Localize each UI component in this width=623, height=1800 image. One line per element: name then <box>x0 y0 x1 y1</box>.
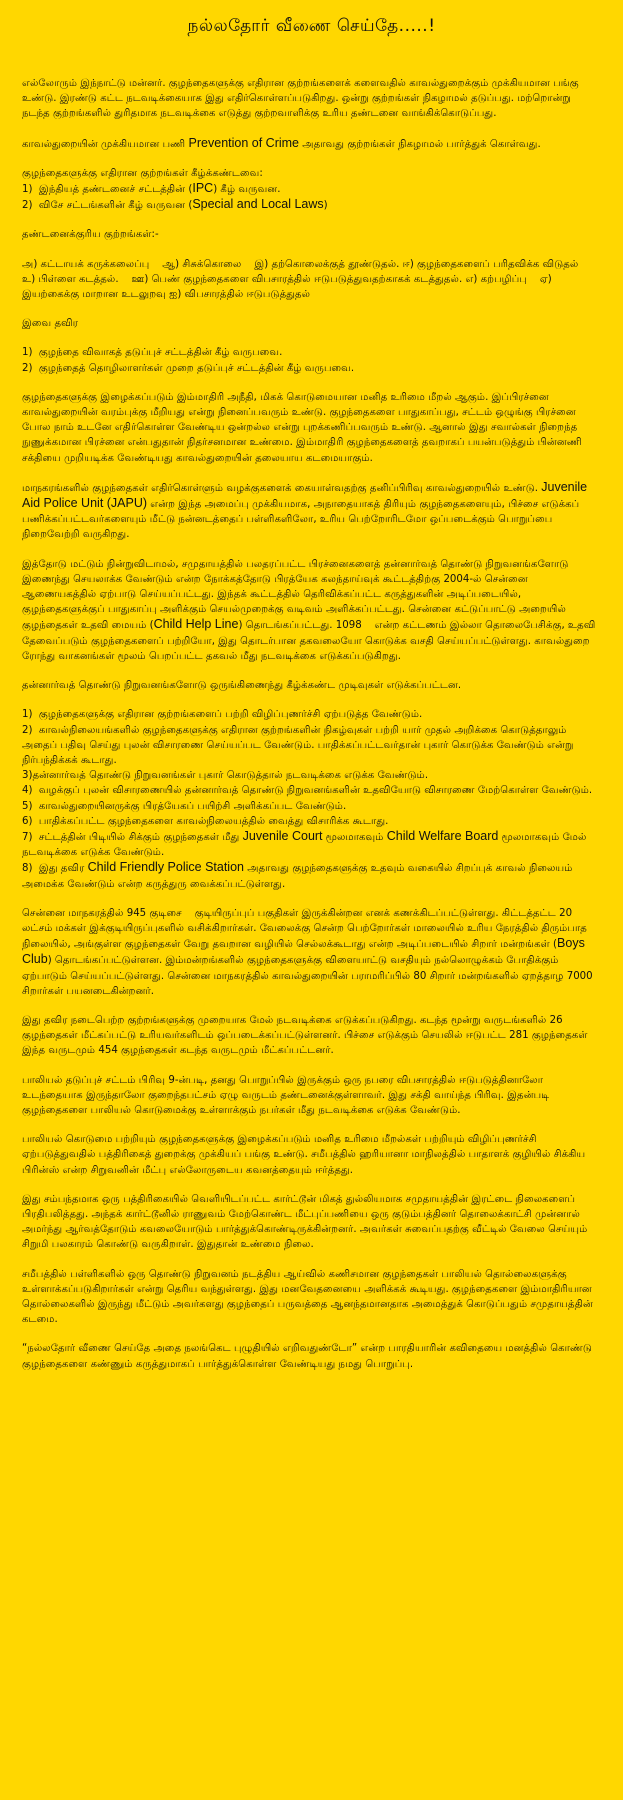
english-term: Child Friendly Police Station <box>87 860 244 875</box>
paragraph: சமீபத்தில் பள்ளிகளில் ஒரு தொண்டு நிறுவனம் நடத்திய ஆய்வில் கணிசமான குழந்தைகள் பாலியல் தொல்லைகளுக்கு உள்ளாக்கப்படுகிறார்கள் என்று தெரிய வந்துள்ளது. இது மனவேதனையை அளிக்கக் கூடியது. குழந்தைகளை இம்மாதிரியான தொல்லைகளில் இருந்து மீட்டும் அவர்களது குழந்தைப் பருவத்தை ஆனந்தமானதாக அமைத்துக் கொடுப்பதும் சமுதாயத்தின் கடமை. <box>22 1268 597 1326</box>
paragraph: இவை தவிர <box>22 318 79 330</box>
paragraph: தண்டனைக்குரிய குற்றங்கள்:- <box>22 229 159 241</box>
paragraph: “நல்லதோர் வீணை செய்தே அதை நலங்கெட புழுதியில் எறிவதுண்டோ” என்ற பாரதியாரின் கவிதையை மனத்தில் கொண்டு குழந்தைகளை கண்ணும் கருத்துமாகப் பார்த்துக்கொள்ள வேண்டியது நமது பொறுப்பு. <box>22 1343 596 1370</box>
article-body <box>22 76 601 1372</box>
english-term: Child Welfare Board <box>386 828 499 843</box>
page-title: நல்லதோர் வீணை செய்தே.....! <box>187 16 436 36</box>
paragraph: காவல்துறையின் முக்கியமான பணி Prevention of Crime அதாவது குற்றங்கள் நிகழாமல் பார்த்துக் கொள்வது. <box>22 135 541 150</box>
english-term: Boys Club <box>22 936 589 967</box>
paragraph: குழந்தைகளுக்கு இழைக்கப்படும் இம்மாதிரி அநீதி, மிகக் கொடுமையான மனித உரிமை மீறல் ஆகும். இப்பிரச்னை காவல்துறையின் வரம்புக்கு மீறியது என்று நினைப்பவரும் உண்டு. குழந்தைகளை பாதுகாப்பது, சட்டம் ஒழுங்கு பிரச்னை போல நாம் உடனே எதிர்கொள்ள வேண்டிய ஒன்றல்ல என்று புறக்கணிப்பவரும் உண்டு. ஆனால் இது சவால்கள் நிறைந்த நுணுக்கமான பிரச்னை என்பதுதான் நிதர்சனமான உண்மை. இம்மாதிரி குழந்தைகளைத் தவறாகப் பயன்படுத்தும் பின்னணி சக்தியை முறியடிக்க வேண்டியது காவல்துறையின் தலையாய கடமையாகும். <box>22 391 586 464</box>
english-term: Prevention of Crime <box>188 135 300 150</box>
paragraph: இது சம்பந்தமாக ஒரு பத்திரிகையில் வெளியிடப்பட்ட கார்ட்டூன் மிகத் துல்லியமாக சமுதாயத்தின் இரட்டை நிலைகளைப் பிரதிபலித்தது. அந்தக் கார்ட்டூனில் ராணுவம் மேற்கொண்ட மீட்புப்பணியை ஒரு குடும்பத்தினர் தொலைக்காட்சி முன்னால் அமர்ந்து ஆர்வத்தோடும் கவலையோடும் பார்த்துக்கொண்டிருக்கின்றனர். அவர்கள் சுவைப்பதற்கு வீட்டில் வேலை செய்யும் சிறுமி பலகாரம் கொண்டு வருகிறாள். இதுதான் உண்மை நிலை. <box>22 1193 591 1251</box>
paragraph: சென்னை மாநகரத்தில் 945 குடிசை குடியிருப்புப் பகுதிகள் இருக்கின்றன எனக் கணக்கிடப்பட்டுள்ளது. கிட்டத்தட்ட 20 லட்சம் மக்கள் இக்குடியிருப்புகளில் வசிக்கிறார்கள். வேலைக்கு சென்ற பெற்றோர்கள் மாலையில் உரிய நேரத்தில் திரும்பாத நிலையில், அங்குள்ள குழந்தைகள் வேறு தவறான வழியில் செல்லக்கூடாது என்ற அடிப்படையில் சிறார் மன்றங்கள் (Boys Club) தொடங்கப்பட்டுள்ளன. இம்மன்றங்களில் குழந்தைகளுக்கு விளையாட்டு வசதியும் நல்லொழுக்கம் போதிக்கும் ஏற்பாடும் செய்யப்பட்டுள்ளது. சென்னை மாநகரத்தில் காவல்துறையின் பராமரிப்பில் 80 சிறார் மன்றங்களில் ஏறத்தாழ 7000 சிறார்கள் பயனடைகின்றனர். <box>22 907 596 997</box>
paragraph: பாலியல் கொடுமை பற்றியும் குழந்தைகளுக்கு இழைக்கப்படும் மனித உரிமை மீறல்கள் பற்றியும் விழிப்புணர்ச்சி ஏற்படுத்துவதில் பத்திரிகைத் துறைக்கு முக்கியப் பங்கு உண்டு. சமீபத்தில் ஹரியானா மாநிலத்தில் பாதாளக் குழியில் சிக்கிய பிரின்ஸ் என்ற சிறுவனின் மீட்பு எல்லோருடைய கவனத்தையும் ஈர்த்தது. <box>22 1134 589 1176</box>
english-term: Child Help Line <box>153 617 239 632</box>
paragraph: மாநகரங்களில் குழந்தைகள் எதிர்கொள்ளும் வழக்குகளைக் கையாள்வதற்கு தனிப்பிரிவு காவல்துறையில் உண்டு. Juvenile Aid Police Unit (JAPU) என்ற இந்த அமைப்பு முக்கியமாக, அநாதையாகத் திரியும் குழந்தைகளையும், பிச்சை எடுக்கப் பணிக்கப்பட்டவர்களையும் மீட்டு நன்னடத்தைப் பள்ளிகளிலோ, உரிய பெற்றோரிடமோ ஒப்படைக்கும் பொறுப்பை நிறைவேற்றி வருகிறது. <box>22 479 590 541</box>
paragraph: குழந்தைகளுக்கு எதிரான குற்றங்கள் கீழ்க்கண்டவை: 1) இந்தியத் தண்டனைச் சட்டத்தின் (IPC) கீழ் வருவன. 2) விசே சட்டங்களின் கீழ் வருவன (Special and Local Laws) <box>22 167 328 212</box>
english-term: IPC <box>192 181 214 196</box>
paragraph: 1) குழந்தை விவாகத் தடுப்புச் சட்டத்தின் கீழ் வருபவை. 2) குழந்தைத் தொழிலாளர்கள் முறை தடுப்புச் சட்டத்தின் கீழ் வருபவை. <box>22 347 355 374</box>
paragraph: பாலியல் தடுப்புச் சட்டம் பிரிவு 9-ன்படி, தனது பொறுப்பில் இருக்கும் ஒரு நபரை விபசாரத்தில் ஈடுபடுத்தினாலோ உடந்தையாக இருந்தாலோ குறைந்தபட்சம் ஏழு வருடம் தண்டனைக்குள்ளாவர். இது சக்தி வாய்ந்த பிரிவு. இதன்படி குழந்தைகளை பாலியல் கொடுமைக்கு உள்ளாக்கும் நபர்கள் மீது நடவடிக்கை எடுக்க வேண்டும். <box>22 1074 553 1116</box>
paragraph: அ) கட்டாயக் கருக்கலைப்பு ஆ) சிசுக்கொலை இ) தற்கொலைக்குத் தூண்டுதல். ஈ) குழந்தைகளைப் பரிதவிக்க விடுதல் உ) பிள்ளை கடத்தல். ஊ) பெண் குழந்தைகளை விபசாரத்தில் ஈடுபடுத்துவதற்காகக் கடத்துதல். எ) கற்பழிப்பு ஏ) இயற்கைக்கு மாறான உடலுறவு ஐ) விபசாரத்தில் ஈடுபடுத்துதல் <box>22 258 592 301</box>
paragraph: எல்லோரும் இந்நாட்டு மன்னர். குழந்தைகளுக்கு எதிரான குற்றங்களைக் களைவதில் காவல்துறைக்கும் முக்கியமான பங்கு உண்டு. இரண்டு கட்ட நடவடிக்கையாக இது எதிர்கொள்ளப்படுகிறது. ஒன்று குற்றங்கள் நிகழாமல் தடுப்பது. மற்றொன்று நடந்த குற்றங்களில் துரிதமாக நடவடிக்கை எடுத்து குற்றவாளிக்கு உரிய தண்டனை வாங்கிக்கொடுப்பது. <box>22 78 582 120</box>
paragraph: இத்தோடு மட்டும் நின்றுவிடாமல், சமுதாயத்தில் பலதரப்பட்ட பிரச்னைகளைத் தன்னார்வத் தொண்டு நிறுவனங்களோடு இணைந்து செயலாக்க வேண்டும் என்ற நோக்கத்தோடு பிரத்யேக கலந்தாய்வுக் கூட்டத்திற்கு 2004-ல் சென்னை ஆணையகத்தில் ஏற்பாடு செய்யப்பட்டது. இந்தக் கூட்டத்தில் தெரிவிக்கப்பட்ட கருத்துகளின் அடிப்படையில், குழந்தைகளுக்குப் பாதுகாப்பு அளிக்கும் செயல்முறைக்கு வடிவம் அளிக்கப்பட்டது. சென்னை கட்டுப்பாட்டு அறையில் குழந்தைகள் உதவி மையம் (Child Help Line) தொடங்கப்பட்டது. 1098 என்ற கட்டணம் இல்லா தொலைபேசிக்கு, உதவி தேவைப்படும் குழந்தைகளைப் பற்றியோ, இது தொடர்பான தகவலையோ கொடுக்க வசதி செய்யப்பட்டுள்ளது. காவல்துறை ரோந்து வாகனங்கள் மூலம் பெறப்பட்ட தகவல் மீது நடவடிக்கை எடுக்கப்படுகிறது. <box>22 558 599 662</box>
english-term: Juvenile Aid Police Unit (JAPU) <box>22 479 590 511</box>
paragraph: இது தவிர நடைபெற்ற குற்றங்களுக்கு முறையாக மேல் நடவடிக்கை எடுக்கப்படுகிறது. கடந்த மூன்று வருடங்களில் 26 குழந்தைகள் மீட்கப்பட்டு உரியவர்களிடம் ஒப்படைக்கப்பட்டுள்ளனர். பிச்சை எடுக்கும் செயலில் ஈடுபட்ட 281 குழந்தைகள் இந்த வருடமும் 454 குழந்தைகள் கடந்த வருடமும் மீட்கப்பட்டனர். <box>22 1014 591 1057</box>
english-term: Special and Local Laws <box>192 197 324 212</box>
paragraph: 1) குழந்தைகளுக்கு எதிரான குற்றங்களைப் பற்றி விழிப்புணர்ச்சி ஏற்படுத்த வேண்டும். 2) காவல்நிலையங்களில் குழந்தைகளுக்கு எதிரான குற்றங்களின் நிகழ்வுகள் பற்றி யார் முதல் அறிக்கை கொடுத்தாலும் அதைப் பதிவு செய்து புலன் விசாரணை செய்யப்பட வேண்டும். பாதிக்கப்பட்டவர்தான் புகார் கொடுக்க வேண்டும் என்று நிர்பந்திக்கக் கூடாது. 3)தன்னார்வத் தொண்டு நிறுவனங்கள் புகார் கொடுத்தால் நடவடிக்கை எடுக்க வேண்டும். 4) வழக்குப் புலன் விசாரணையில் தன்னார்வத் தொண்டு நிறுவனங்களின் உதவியோடு விசாரணை மேற்கொள்ள வேண்டும். 5) காவல்துறையினருக்கு பிரத்யேகப் பயிற்சி அளிக்கப்பட வேண்டும். 6) பாதிக்கப்பட்ட குழந்தைகளை காவல்நிலையத்தில் வைத்து விசாரிக்க கூடாது. 7) சட்டத்தின் பிடியில் சிக்கும் குழந்தைகள் மீது Juvenile Court மூலமாகவும் Child Welfare Board மூலமாகவும் மேல் நடவடிக்கை எடுக்க வேண்டும். 8) இது தவிர Child Friendly Police Station அதாவது குழந்தைகளுக்கு உதவும் வகையில் சிறப்புக் காவல் நிலையம் அமைக்க வேண்டும் என்ற கருத்துரு வைக்கப்பட்டுள்ளது. <box>22 709 593 890</box>
english-term: Juvenile Court <box>242 828 323 843</box>
paragraph: தன்னார்வத் தொண்டு நிறுவனங்களோடு ஒருங்கிணைந்து கீழ்க்கண்ட முடிவுகள் எடுக்கப்பட்டன. <box>22 680 462 692</box>
